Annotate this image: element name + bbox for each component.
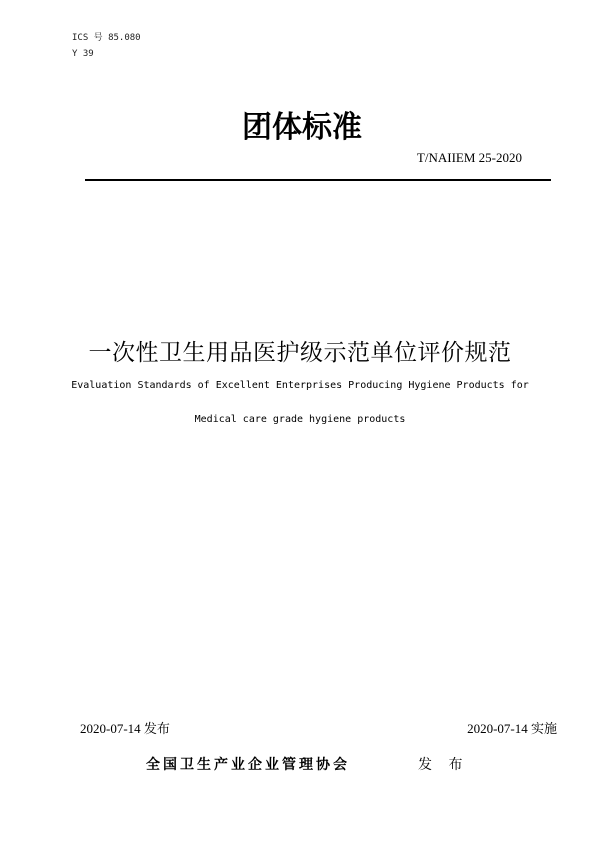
chinese-title: 一次性卫生用品医护级示范单位评价规范 xyxy=(88,340,512,366)
standard-category xyxy=(0,102,600,146)
publisher-name: 全国卫生产业企业管理协会 xyxy=(146,757,350,773)
english-title-line-2: Medical care grade hygiene products xyxy=(194,414,406,425)
implement-date: 2020-07-14 实施 xyxy=(467,721,557,736)
standard-category-text: 团体标准 xyxy=(242,110,362,145)
publish-label: 发 布 xyxy=(418,757,469,773)
ccs-code: Y 39 xyxy=(72,49,94,59)
english-title-line-1: Evaluation Standards of Excellent Enterprises Producing Hygiene Products for xyxy=(71,380,529,391)
standard-number: T/NAIIEM 25-2020 xyxy=(416,150,522,165)
ics-code: ICS 号 85.080 xyxy=(72,33,141,43)
header-divider xyxy=(85,179,551,181)
classification-codes xyxy=(72,30,141,62)
publish-date: 2020-07-14 发布 xyxy=(80,721,170,736)
